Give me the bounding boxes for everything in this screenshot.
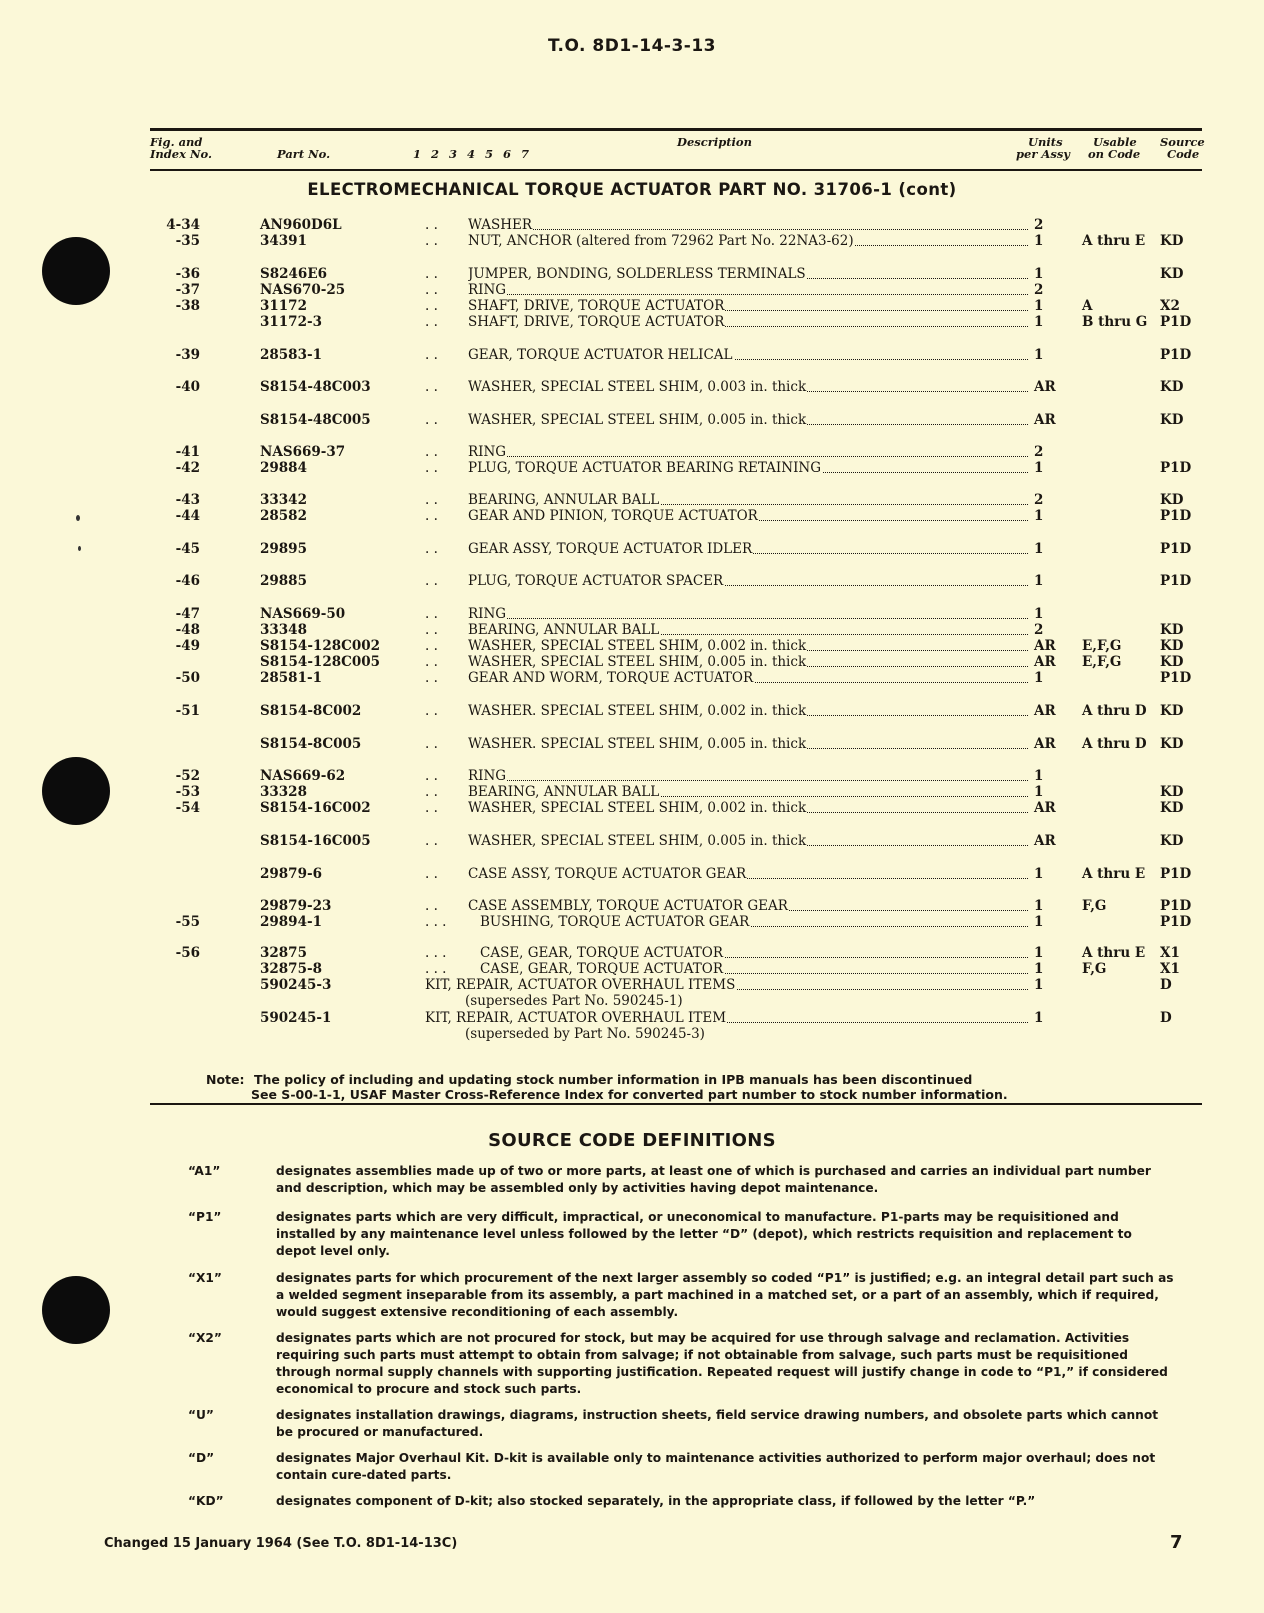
- table-row: [0, 866, 1264, 882]
- indent-dots: . .: [425, 736, 438, 752]
- note-line-1: The policy of including and updating stock number information in IPB manuals has been discontinued: [254, 1072, 973, 1087]
- source-code-label: “A1”: [188, 1164, 221, 1178]
- units-per-assy: 1: [1034, 784, 1044, 800]
- part-no: 28581-1: [260, 670, 322, 686]
- source-code: KD: [1160, 784, 1184, 800]
- units-per-assy: 2: [1034, 282, 1044, 298]
- index-no: -53: [175, 784, 200, 800]
- index-no: -36: [175, 266, 200, 282]
- table-row: [0, 703, 1264, 719]
- units-per-assy: 2: [1034, 217, 1044, 233]
- index-no: -40: [175, 379, 200, 395]
- source-code-label: “P1”: [188, 1210, 222, 1224]
- indent-dots: . . .: [425, 961, 447, 977]
- description: GEAR AND WORM, TORQUE ACTUATOR: [468, 670, 1028, 686]
- units-per-assy: 1: [1034, 233, 1044, 249]
- units-per-assy: 1: [1034, 670, 1044, 686]
- table-top-rule: [150, 128, 1202, 131]
- indent-dots: . .: [425, 347, 438, 363]
- part-no: S8154-128C002: [260, 638, 381, 654]
- source-code: P1D: [1160, 460, 1192, 476]
- table-row: [0, 347, 1264, 363]
- units-per-assy: 2: [1034, 622, 1044, 638]
- source-code: P1D: [1160, 670, 1192, 686]
- usable-on-code: A thru E: [1082, 866, 1146, 882]
- table-row: [0, 622, 1264, 638]
- source-code: KD: [1160, 703, 1184, 719]
- usable-on-code: A thru E: [1082, 945, 1146, 961]
- description: PLUG, TORQUE ACTUATOR SPACER: [468, 573, 1028, 589]
- description: NUT, ANCHOR (altered from 72962 Part No. 22NA3-62): [468, 233, 1028, 249]
- part-no: S8154-8C002: [260, 703, 362, 719]
- part-no: S8154-16C005: [260, 833, 371, 849]
- indent-dots: . .: [425, 866, 438, 882]
- index-no: -54: [175, 800, 200, 816]
- source-code: KD: [1160, 492, 1184, 508]
- index-no: -48: [175, 622, 200, 638]
- units-per-assy: AR: [1034, 703, 1056, 719]
- part-no: 32875: [260, 945, 307, 961]
- index-no: -49: [175, 638, 200, 654]
- index-no: -41: [175, 444, 200, 460]
- description: PLUG, TORQUE ACTUATOR BEARING RETAINING: [468, 460, 1028, 476]
- indent-dots: . .: [425, 768, 438, 784]
- supersession-note: [0, 993, 1264, 1009]
- description: WASHER: [468, 217, 1028, 233]
- units-per-assy: 1: [1034, 1010, 1044, 1026]
- supersession-note: [0, 1026, 1264, 1042]
- index-no: -52: [175, 768, 200, 784]
- part-no: S8246E6: [260, 266, 328, 282]
- indent-dots: . .: [425, 444, 438, 460]
- units-per-assy: AR: [1034, 379, 1056, 395]
- superseded-by-note: (superseded by Part No. 590245-3): [465, 1026, 705, 1042]
- part-no: 29885: [260, 573, 307, 589]
- part-no: AN960D6L: [260, 217, 342, 233]
- table-row: [0, 233, 1264, 249]
- description: WASHER, SPECIAL STEEL SHIM, 0.002 in. thick: [468, 638, 1028, 654]
- part-no: 33348: [260, 622, 307, 638]
- description: SHAFT, DRIVE, TORQUE ACTUATOR: [468, 298, 1028, 314]
- source-code: KD: [1160, 638, 1184, 654]
- table-row: [0, 217, 1264, 233]
- units-per-assy: 1: [1034, 606, 1044, 622]
- part-no: 29879-6: [260, 866, 322, 882]
- col-description: Description: [677, 135, 752, 149]
- units-per-assy: 1: [1034, 347, 1044, 363]
- index-no: -42: [175, 460, 200, 476]
- indent-dots: . .: [425, 800, 438, 816]
- indent-dots: . .: [425, 833, 438, 849]
- source-code: P1D: [1160, 314, 1192, 330]
- index-no: -44: [175, 508, 200, 524]
- source-code: KD: [1160, 266, 1184, 282]
- part-no: 590245-3: [260, 977, 332, 993]
- definition-text: designates Major Overhaul Kit. D-kit is available only to maintenance activities authorized to perform major overhaul; does not contain cure-dated parts.: [276, 1451, 1156, 1482]
- units-per-assy: 1: [1034, 977, 1044, 993]
- description: GEAR ASSY, TORQUE ACTUATOR IDLER: [468, 541, 1028, 557]
- units-per-assy: 1: [1034, 508, 1044, 524]
- col-indent-levels: 1 2 3 4 5 6 7: [413, 147, 533, 161]
- source-code: P1D: [1160, 347, 1192, 363]
- part-no: S8154-48C003: [260, 379, 371, 395]
- index-no: -55: [175, 914, 200, 930]
- usable-on-code: F,G: [1082, 898, 1107, 914]
- part-no: 32875-8: [260, 961, 322, 977]
- table-row: [0, 784, 1264, 800]
- index-no: -46: [175, 573, 200, 589]
- source-code: P1D: [1160, 573, 1192, 589]
- table-row: [0, 638, 1264, 654]
- table-row: [0, 654, 1264, 670]
- col-usable-1: Usable: [1093, 135, 1137, 149]
- definition-text: designates component of D-kit; also stocked separately, in the appropriate class, if followed by the letter “P.”: [276, 1494, 1036, 1508]
- units-per-assy: 1: [1034, 573, 1044, 589]
- part-no: S8154-16C002: [260, 800, 371, 816]
- binder-hole-bottom: [42, 1276, 110, 1344]
- description: BUSHING, TORQUE ACTUATOR GEAR: [480, 914, 1028, 930]
- description: RING: [468, 282, 1028, 298]
- supersedes-note: (supersedes Part No. 590245-1): [465, 993, 683, 1009]
- units-per-assy: 1: [1034, 266, 1044, 282]
- table-row: [0, 444, 1264, 460]
- source-code: KD: [1160, 654, 1184, 670]
- table-row: [0, 914, 1264, 930]
- indent-dots: . .: [425, 412, 438, 428]
- description: SHAFT, DRIVE, TORQUE ACTUATOR: [468, 314, 1028, 330]
- units-per-assy: AR: [1034, 800, 1056, 816]
- part-no: 29895: [260, 541, 307, 557]
- source-code: KD: [1160, 412, 1184, 428]
- part-no: 34391: [260, 233, 307, 249]
- units-per-assy: 1: [1034, 914, 1044, 930]
- indent-dots: . .: [425, 460, 438, 476]
- source-code: KD: [1160, 379, 1184, 395]
- usable-on-code: E,F,G: [1082, 638, 1122, 654]
- description: JUMPER, BONDING, SOLDERLESS TERMINALS: [468, 266, 1028, 282]
- part-no: 28583-1: [260, 347, 322, 363]
- units-per-assy: 2: [1034, 492, 1044, 508]
- col-usable-2: on Code: [1088, 147, 1141, 161]
- document-header: T.O. 8D1-14-3-13: [547, 36, 716, 56]
- col-source-1: Source: [1160, 135, 1205, 149]
- note-label: Note:: [206, 1072, 245, 1087]
- indent-dots: . .: [425, 573, 438, 589]
- part-no: 29894-1: [260, 914, 322, 930]
- units-per-assy: AR: [1034, 736, 1056, 752]
- part-no: NAS669-37: [260, 444, 346, 460]
- indent-dots: . .: [425, 233, 438, 249]
- index-no: -43: [175, 492, 200, 508]
- description: CASE ASSY, TORQUE ACTUATOR GEAR: [468, 866, 1028, 882]
- units-per-assy: 1: [1034, 460, 1044, 476]
- table-row: [0, 266, 1264, 282]
- units-per-assy: 1: [1034, 314, 1044, 330]
- table-row: [0, 508, 1264, 524]
- source-code: D: [1160, 1010, 1172, 1026]
- usable-on-code: A thru E: [1082, 233, 1146, 249]
- index-no: -37: [175, 282, 200, 298]
- table-row: [0, 898, 1264, 914]
- table-row: [0, 961, 1264, 977]
- source-code: KD: [1160, 622, 1184, 638]
- description: CASE, GEAR, TORQUE ACTUATOR: [480, 961, 1028, 977]
- table-row: [0, 314, 1264, 330]
- indent-dots: . .: [425, 298, 438, 314]
- index-no: -39: [175, 347, 200, 363]
- usable-on-code: A thru D: [1082, 703, 1147, 719]
- indent-dots: . .: [425, 606, 438, 622]
- index-no: -35: [175, 233, 200, 249]
- column-headers: [150, 135, 1205, 168]
- index-no: -47: [175, 606, 200, 622]
- indent-dots: . .: [425, 703, 438, 719]
- part-no: NAS670-25: [260, 282, 346, 298]
- indent-dots: . .: [425, 314, 438, 330]
- units-per-assy: AR: [1034, 654, 1056, 670]
- part-no: S8154-48C005: [260, 412, 371, 428]
- description: WASHER, SPECIAL STEEL SHIM, 0.003 in. thick: [468, 379, 1028, 395]
- definition-text: designates parts which are very difficult, impractical, or uneconomical to manufacture. P1-parts may be requisitioned and installed by any maintenance level unless followed by the letter “D” (depot), which restricts requisition and replacement to depot level only.: [276, 1210, 1132, 1258]
- table-row: [0, 800, 1264, 816]
- col-units-1: Units: [1028, 135, 1063, 149]
- description: RING: [468, 444, 1028, 460]
- description: WASHER, SPECIAL STEEL SHIM, 0.005 in. thick: [468, 412, 1028, 428]
- usable-on-code: B thru G: [1082, 314, 1148, 330]
- table-row: [0, 606, 1264, 622]
- description: KIT, REPAIR, ACTUATOR OVERHAUL ITEM: [425, 1010, 1028, 1026]
- indent-dots: . .: [425, 379, 438, 395]
- units-per-assy: 1: [1034, 898, 1044, 914]
- change-notice: Changed 15 January 1964 (See T.O. 8D1-14-13C): [104, 1536, 458, 1551]
- source-code: P1D: [1160, 508, 1192, 524]
- col-part-no: Part No.: [277, 147, 331, 161]
- source-code-label: “U”: [188, 1408, 214, 1422]
- table-row: [0, 298, 1264, 314]
- table-row: [0, 573, 1264, 589]
- units-per-assy: 1: [1034, 961, 1044, 977]
- source-code: D: [1160, 977, 1172, 993]
- description: KIT, REPAIR, ACTUATOR OVERHAUL ITEMS: [425, 977, 1028, 993]
- indent-dots: . .: [425, 784, 438, 800]
- description: GEAR, TORQUE ACTUATOR HELICAL: [468, 347, 1028, 363]
- indent-dots: . .: [425, 266, 438, 282]
- definitions-title: SOURCE CODE DEFINITIONS: [488, 1130, 776, 1151]
- part-no: 31172-3: [260, 314, 322, 330]
- units-per-assy: 1: [1034, 298, 1044, 314]
- indent-dots: . .: [425, 622, 438, 638]
- part-no: 28582: [260, 508, 307, 524]
- col-fig-index-2: Index No.: [150, 147, 212, 161]
- source-code: X2: [1160, 298, 1180, 314]
- units-per-assy: 1: [1034, 945, 1044, 961]
- indent-dots: . .: [425, 898, 438, 914]
- usable-on-code: A thru D: [1082, 736, 1147, 752]
- source-code: KD: [1160, 800, 1184, 816]
- indent-dots: . .: [425, 541, 438, 557]
- usable-on-code: A: [1082, 298, 1093, 314]
- part-no: 29884: [260, 460, 307, 476]
- description: BEARING, ANNULAR BALL: [468, 784, 1028, 800]
- indent-dots: . .: [425, 217, 438, 233]
- source-code-label: “D”: [188, 1451, 215, 1465]
- definition-text: designates assemblies made up of two or more parts, at least one of which is purchased and carries an individual part number and description, which may be assembled only by activities having depot maintenance.: [276, 1164, 1151, 1195]
- source-code-label: “KD”: [188, 1494, 224, 1508]
- part-no: 33328: [260, 784, 307, 800]
- description: BEARING, ANNULAR BALL: [468, 622, 1028, 638]
- indent-dots: . .: [425, 282, 438, 298]
- indent-dots: . .: [425, 508, 438, 524]
- table-row: [0, 541, 1264, 557]
- table-row: [0, 412, 1264, 428]
- col-fig-index-1: Fig. and: [150, 135, 203, 149]
- table-row: [0, 670, 1264, 686]
- usable-on-code: E,F,G: [1082, 654, 1122, 670]
- source-code: X1: [1160, 945, 1180, 961]
- col-source-2: Code: [1167, 147, 1200, 161]
- index-no: -38: [175, 298, 200, 314]
- table-row: [0, 1010, 1264, 1026]
- part-no: 31172: [260, 298, 307, 314]
- part-no: 590245-1: [260, 1010, 332, 1026]
- index-no: -45: [175, 541, 200, 557]
- description: WASHER. SPECIAL STEEL SHIM, 0.002 in. thick: [468, 703, 1028, 719]
- usable-on-code: F,G: [1082, 961, 1107, 977]
- table-row: [0, 736, 1264, 752]
- table-row: [0, 282, 1264, 298]
- part-no: 33342: [260, 492, 307, 508]
- table-row: [0, 833, 1264, 849]
- part-no: S8154-128C005: [260, 654, 381, 670]
- index-no: 4-34: [166, 217, 200, 233]
- description: GEAR AND PINION, TORQUE ACTUATOR: [468, 508, 1028, 524]
- definition-text: designates parts for which procurement of the next larger assembly so coded “P1” is justified; e.g. an integral detail part such as a welded segment inseparable from its assembly, a part machined in a matched set, or a part of an assembly, which if required, would suggest extensive reconditioning of each assembly.: [276, 1271, 1174, 1319]
- note-line-2: See S-00-1-1, USAF Master Cross-Reference Index for converted part number to stock number information.: [251, 1087, 1008, 1102]
- description: RING: [468, 606, 1028, 622]
- indent-dots: . .: [425, 492, 438, 508]
- source-code-label: “X1”: [188, 1271, 222, 1285]
- page-number: 7: [1170, 1532, 1183, 1553]
- source-code-label: “X2”: [188, 1331, 222, 1345]
- table-header-rule: [150, 169, 1202, 171]
- source-code: P1D: [1160, 914, 1192, 930]
- section-title: ELECTROMECHANICAL TORQUE ACTUATOR PART NO. 31706-1 (cont): [307, 180, 957, 199]
- source-code: KD: [1160, 233, 1184, 249]
- index-no: -56: [175, 945, 200, 961]
- units-per-assy: 2: [1034, 444, 1044, 460]
- source-code: P1D: [1160, 541, 1192, 557]
- source-code: KD: [1160, 833, 1184, 849]
- table-row: [0, 379, 1264, 395]
- table-row: [0, 492, 1264, 508]
- source-code: X1: [1160, 961, 1180, 977]
- index-no: -50: [175, 670, 200, 686]
- part-no: NAS669-62: [260, 768, 346, 784]
- definition-text: designates parts which are not procured for stock, but may be acquired for use through salvage and reclamation. Activities requiring such parts must attempt to obtain from salvage; if not obtainable from salvage, such parts must be requisitioned through normal supply channels with supporting justification. Repeated request will justify change in code to “P1,” if considered economical to procure and stock such parts.: [276, 1331, 1168, 1396]
- description: CASE ASSEMBLY, TORQUE ACTUATOR GEAR: [468, 898, 1028, 914]
- table-row: [0, 460, 1264, 476]
- indent-dots: . .: [425, 654, 438, 670]
- description: RING: [468, 768, 1028, 784]
- indent-dots: . .: [425, 670, 438, 686]
- units-per-assy: AR: [1034, 833, 1056, 849]
- part-no: 29879-23: [260, 898, 332, 914]
- col-units-2: per Assy: [1016, 147, 1070, 161]
- indent-dots: . . .: [425, 945, 447, 961]
- source-code: KD: [1160, 736, 1184, 752]
- part-no: S8154-8C005: [260, 736, 362, 752]
- definitions-rule: [150, 1103, 1202, 1105]
- units-per-assy: AR: [1034, 412, 1056, 428]
- description: BEARING, ANNULAR BALL: [468, 492, 1028, 508]
- definition-text: designates installation drawings, diagrams, instruction sheets, field service drawing numbers, and obsolete parts which cannot be procured or manufactured.: [276, 1408, 1159, 1439]
- source-code: P1D: [1160, 898, 1192, 914]
- units-per-assy: 1: [1034, 541, 1044, 557]
- source-code: P1D: [1160, 866, 1192, 882]
- table-row: [0, 945, 1264, 961]
- index-no: -51: [175, 703, 200, 719]
- units-per-assy: 1: [1034, 768, 1044, 784]
- part-no: NAS669-50: [260, 606, 346, 622]
- description: WASHER. SPECIAL STEEL SHIM, 0.005 in. thick: [468, 736, 1028, 752]
- description: CASE, GEAR, TORQUE ACTUATOR: [480, 945, 1028, 961]
- indent-dots: . .: [425, 638, 438, 654]
- table-row: [0, 977, 1264, 993]
- units-per-assy: AR: [1034, 638, 1056, 654]
- indent-dots: . . .: [425, 914, 447, 930]
- description: WASHER, SPECIAL STEEL SHIM, 0.002 in. thick: [468, 800, 1028, 816]
- table-row: [0, 768, 1264, 784]
- units-per-assy: 1: [1034, 866, 1044, 882]
- description: WASHER, SPECIAL STEEL SHIM, 0.005 in. thick: [468, 833, 1028, 849]
- description: WASHER, SPECIAL STEEL SHIM, 0.005 in. thick: [468, 654, 1028, 670]
